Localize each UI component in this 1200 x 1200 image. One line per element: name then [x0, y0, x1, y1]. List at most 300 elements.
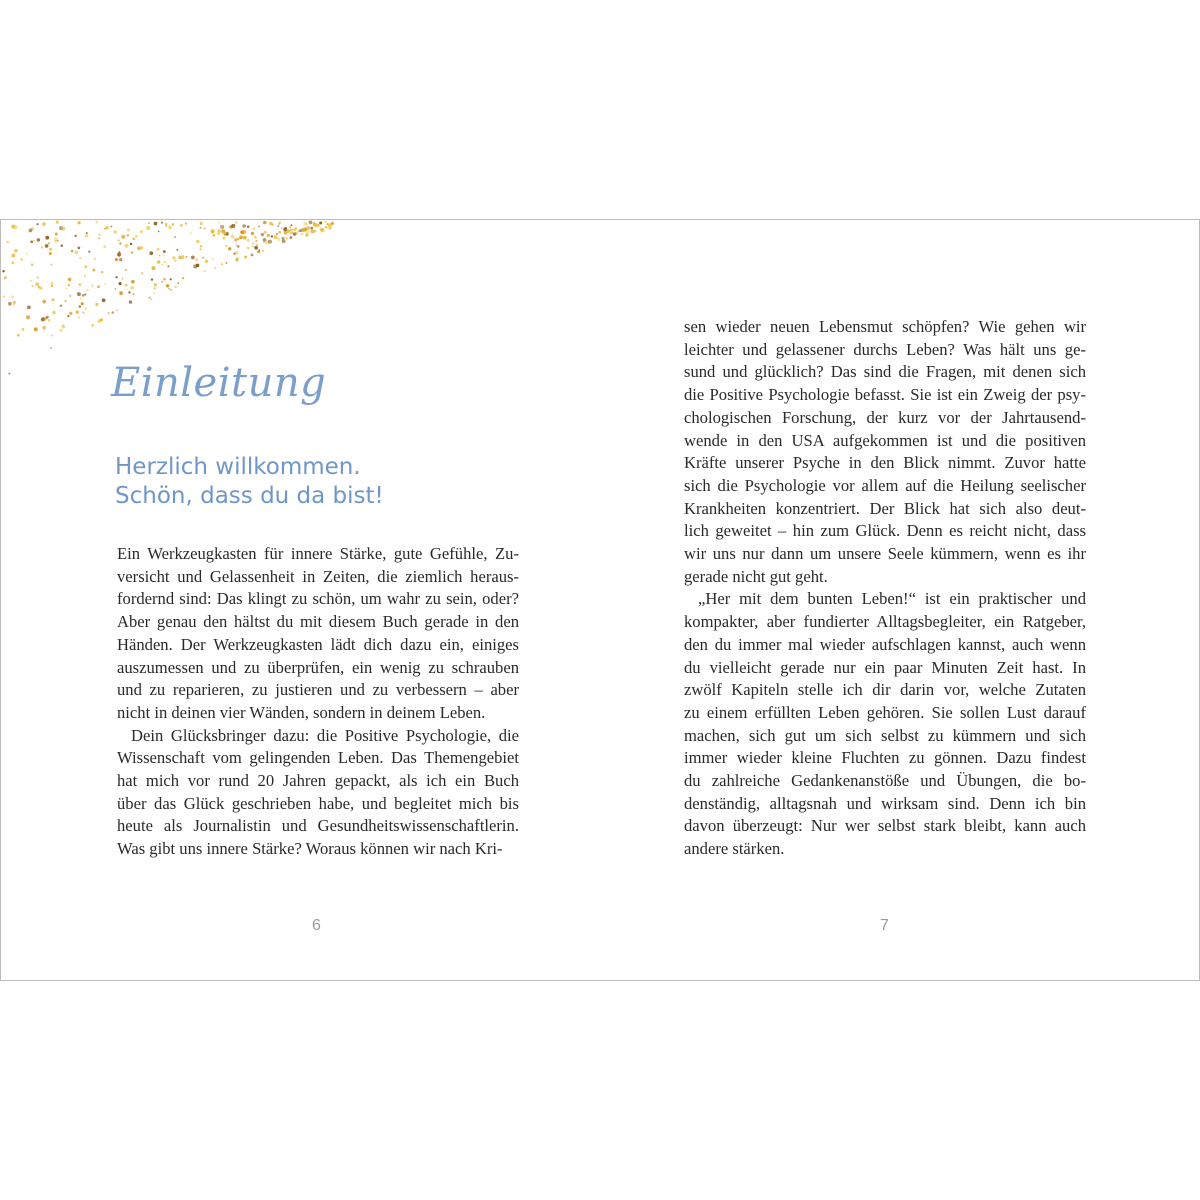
text-line: du zahlreiche Gedankenanstöße und Übungen, die bo- [684, 771, 1086, 791]
confetti-dot [277, 225, 279, 227]
confetti-dot [62, 325, 65, 328]
confetti-dot [247, 247, 249, 249]
confetti-dot [30, 280, 32, 282]
paragraph [684, 588, 1086, 860]
confetti-dot [247, 239, 250, 242]
confetti-dot [165, 223, 168, 226]
confetti-dot [99, 234, 101, 236]
confetti-dot [256, 244, 258, 246]
confetti-dot [64, 300, 66, 302]
text-line: heute als Journalistin und Gesundheitswissenschaftlerin. [117, 816, 519, 836]
confetti-dot [75, 235, 77, 237]
text-line: andere stärken. [684, 839, 785, 859]
confetti-dot [115, 258, 118, 261]
text-line: den du immer mal wieder aufschlagen kannst, auch wenn [684, 634, 1086, 654]
confetti-dot [200, 248, 202, 250]
confetti-dot [213, 234, 216, 237]
confetti-dot [37, 276, 39, 278]
confetti-dot [125, 244, 129, 248]
confetti-dot [225, 245, 227, 247]
text-line: versicht und Gelassenheit in Zeiten, die ziemlich heraus- [117, 566, 519, 586]
confetti-dot [254, 246, 258, 250]
text-line: Dein Glücksbringer dazu: die Positive Psychologie, die [131, 725, 519, 745]
chapter-subtitle [115, 453, 384, 511]
confetti-dot [26, 253, 28, 255]
confetti-dot [309, 221, 313, 225]
confetti-dot [261, 233, 264, 236]
confetti-dot [331, 222, 334, 225]
text-line: und zu reparieren, zu justieren und zu verbessern – aber [117, 680, 519, 700]
confetti-dot [107, 312, 109, 314]
confetti-dot [119, 282, 122, 285]
text-line: denständig, alltagsnah und wirksam sind. Denn ich bin [684, 793, 1086, 813]
confetti-dot [240, 230, 244, 234]
page-number-right: 7 [880, 917, 889, 934]
confetti-dot [225, 262, 227, 264]
confetti-dot [185, 222, 187, 224]
confetti-dot [11, 296, 14, 299]
confetti-dot [111, 311, 114, 314]
confetti-dot [56, 220, 59, 223]
chapter-title: Einleitung [111, 360, 327, 406]
confetti-dot [268, 240, 272, 244]
confetti-dot [66, 288, 68, 290]
text-line: du vielleicht gerade nur ein paar Minuten Zeit hast. In [684, 657, 1086, 677]
confetti-dot [49, 248, 52, 251]
confetti-dot [94, 258, 96, 260]
confetti-dot [149, 297, 151, 299]
text-line: Was gibt uns innere Stärke? Woraus können wir nach Kri- [117, 839, 503, 859]
confetti-dot [203, 227, 205, 229]
confetti-dot [290, 229, 292, 231]
confetti-dot [71, 250, 74, 253]
confetti-dot [41, 246, 43, 248]
confetti-dot [161, 222, 163, 224]
confetti-dot [235, 221, 237, 223]
confetti-dot [251, 245, 254, 248]
text-line: Händen. Der Werkzeugkasten lädt dich dazu ein, einiges [117, 634, 519, 654]
text-line: Krankheiten konzentriert. Der Blick hat sich also deut- [684, 498, 1086, 518]
confetti-dot [290, 231, 293, 234]
confetti-dot [269, 222, 272, 225]
confetti-dot [237, 238, 239, 240]
confetti-dot [13, 304, 15, 306]
left-page-text [117, 543, 519, 861]
paragraph [684, 316, 1086, 588]
confetti-dot [164, 261, 166, 263]
confetti-dot [51, 285, 53, 287]
confetti-dot [291, 224, 293, 226]
confetti-dot [319, 222, 322, 225]
confetti-dot [195, 258, 198, 261]
text-line: nicht in deinen vier Wänden, sondern in deinem Leben. [117, 702, 486, 722]
confetti-dot [254, 236, 257, 239]
confetti-dot [4, 276, 7, 279]
text-line: wir uns nur dann um unsere Seele kümmern, wenn es ihr [684, 544, 1086, 564]
confetti-dot [30, 241, 33, 244]
confetti-dot [292, 229, 294, 231]
confetti-dot [305, 233, 308, 236]
confetti-dot [293, 232, 296, 235]
text-line: leichter und gelassener durchs Leben? Was hält uns ge- [684, 339, 1086, 359]
confetti-dot [13, 301, 16, 304]
confetti-dot [54, 240, 56, 242]
confetti-dot [214, 267, 216, 269]
confetti-dot [191, 255, 195, 259]
confetti-dot [325, 221, 327, 223]
confetti-dot [42, 326, 46, 330]
confetti-dot [295, 227, 297, 229]
confetti-dot [329, 227, 332, 230]
confetti-dot [262, 250, 264, 252]
confetti-dot [297, 230, 299, 232]
confetti-dot [60, 329, 63, 332]
confetti-dot [125, 269, 127, 271]
confetti-dot [130, 243, 132, 245]
confetti-dot [128, 291, 130, 293]
confetti-dot [85, 308, 87, 310]
text-line: davon überzeugt: Nur wer selbst stark bleibt, kann auch [684, 816, 1086, 836]
confetti-dot [114, 230, 117, 233]
confetti-dot [2, 270, 4, 272]
confetti-dot [271, 235, 273, 237]
confetti-dot [17, 334, 20, 337]
confetti-dot [51, 264, 53, 266]
text-line: Kräfte unserer Psyche in den Blick nimmt. Zuvor hatte [684, 453, 1086, 473]
confetti-dot [161, 281, 163, 283]
confetti-dot [95, 221, 98, 224]
confetti-dot [84, 275, 86, 277]
confetti-dot [69, 312, 72, 315]
confetti-dot [163, 254, 165, 256]
confetti-dot [154, 222, 158, 226]
confetti-dot [117, 239, 119, 241]
confetti-dot [50, 347, 52, 349]
confetti-dot [60, 305, 62, 307]
confetti-dot [325, 226, 327, 228]
confetti-dot [131, 251, 133, 253]
subtitle-line: Herzlich willkommen. [115, 454, 361, 480]
confetti-dot [31, 263, 34, 266]
confetti-dot [200, 222, 203, 225]
confetti-dot [131, 280, 135, 284]
confetti-dot [277, 238, 280, 241]
confetti-dot [263, 238, 267, 242]
confetti-dot [211, 229, 215, 233]
confetti-dot [35, 282, 39, 286]
confetti-dot [154, 287, 156, 289]
confetti-dot [218, 222, 220, 224]
confetti-dot [95, 303, 98, 306]
confetti-dot [151, 278, 153, 280]
confetti-dot [276, 233, 278, 235]
confetti-dot [42, 222, 46, 226]
text-line: sich die Psychologie vor allem auf die Heilung seelischer [684, 475, 1086, 495]
confetti-dot [130, 286, 134, 290]
confetti-dot [205, 260, 208, 263]
confetti-dot [163, 250, 166, 253]
confetti-dot [102, 298, 106, 302]
confetti-dot [75, 251, 78, 254]
confetti-dot [3, 295, 6, 298]
confetti-dot [231, 235, 235, 239]
confetti-dot [129, 300, 132, 303]
confetti-dot [174, 286, 176, 288]
confetti-dot [157, 248, 160, 251]
confetti-dot [133, 237, 136, 240]
confetti-dot [92, 269, 95, 272]
confetti-dot [82, 294, 85, 297]
confetti-dot [301, 233, 303, 235]
book-spread [0, 219, 1200, 981]
text-line: über das Glück geschrieben habe, und begleitet mich bis [117, 793, 519, 813]
confetti-dot [14, 249, 18, 253]
confetti-dot [27, 306, 31, 310]
text-line: auszumessen und zu überprüfen, ein wenig zu schrauben [117, 657, 519, 677]
confetti-dot [20, 258, 23, 261]
confetti-dot [111, 226, 113, 228]
confetti-dot [242, 224, 246, 228]
confetti-dot [98, 237, 100, 239]
confetti-dot [153, 292, 155, 294]
confetti-dot [104, 228, 106, 230]
confetti-dot [49, 252, 52, 255]
confetti-dot [286, 237, 288, 239]
confetti-dot [67, 315, 69, 317]
confetti-dot [119, 242, 121, 244]
confetti-dot [11, 254, 15, 258]
confetti-dot [263, 221, 267, 225]
confetti-dot [104, 283, 106, 285]
confetti-dot [97, 285, 100, 288]
confetti-dot [236, 245, 238, 247]
confetti-dot [119, 258, 122, 261]
confetti-dot [37, 238, 40, 241]
confetti-dot [51, 334, 53, 336]
confetti-dot [220, 225, 224, 229]
confetti-dot [13, 225, 17, 229]
confetti-dot [222, 232, 224, 234]
confetti-dot [116, 309, 118, 311]
confetti-dot [159, 255, 161, 257]
confetti-dot [146, 226, 150, 230]
confetti-dot [68, 284, 70, 286]
confetti-dot [264, 231, 267, 234]
confetti-dot [85, 234, 89, 238]
confetti-dot [168, 288, 170, 290]
text-line: „Her mit dem bunten Leben!“ ist ein praktischer und [698, 589, 1086, 609]
confetti-dot [236, 257, 239, 260]
confetti-dot [45, 236, 49, 240]
confetti-dot [92, 285, 94, 287]
confetti-dot [36, 223, 38, 225]
text-line: sen wieder neuen Lebensmut schöpfen? Wie gehen wir [684, 317, 1086, 336]
confetti-dot [114, 288, 116, 290]
confetti-dot [320, 227, 324, 231]
subtitle-line: Schön, dass du da bist! [115, 483, 384, 509]
confetti-dot [77, 221, 80, 224]
confetti-dot [22, 328, 25, 331]
confetti-dot [135, 235, 138, 238]
confetti-dot [33, 240, 35, 242]
confetti-dot [244, 256, 247, 259]
confetti-dot [140, 246, 143, 249]
confetti-dot [240, 236, 243, 239]
confetti-dot [148, 222, 150, 224]
confetti-dot [258, 249, 260, 251]
confetti-dot [251, 253, 254, 256]
text-line: sund und glücklich? Das sind die Fragen, mit denen sich [684, 362, 1086, 382]
confetti-dot [78, 247, 81, 250]
confetti-dot [26, 315, 30, 319]
confetti-dot [121, 235, 125, 239]
confetti-dot [267, 234, 270, 237]
confetti-dot [125, 284, 128, 287]
confetti-dot [252, 242, 254, 244]
confetti-dot [222, 237, 225, 240]
text-line: zu einem erfüllten Leben gehören. Sie sollen Lust darauf [684, 702, 1086, 722]
confetti-dot [8, 302, 12, 306]
confetti-dot [251, 232, 254, 235]
confetti-dot [287, 229, 290, 232]
confetti-dot [233, 253, 235, 255]
text-line: zwölf Kapiteln stelle ich dir darin vor, welche Zutaten [684, 680, 1086, 700]
confetti-dot [200, 245, 203, 248]
confetti-dot [11, 262, 14, 265]
confetti-dot [103, 245, 106, 248]
text-line: hat mich vor rund 20 Jahren gepackt, als ich ein Buch [117, 771, 519, 791]
confetti-dot [150, 298, 152, 300]
confetti-dot [166, 284, 169, 287]
text-line: gerade nicht gut geht. [684, 566, 828, 586]
confetti-dot [247, 225, 249, 227]
paragraph [117, 543, 519, 725]
confetti-dot [174, 236, 176, 238]
text-line: fordernd sind: Das klingt zu schön, um wahr zu sein, oder? [117, 589, 519, 609]
text-line: Wissenschaft vom gelingenden Leben. Das Themengebiet [117, 748, 519, 768]
confetti-dot [80, 297, 82, 299]
confetti-dot [61, 245, 63, 247]
text-line: lich geweitet – hin zum Glück. Denn es reicht nicht, dass [684, 521, 1086, 541]
confetti-dot [200, 227, 202, 229]
confetti-dot [171, 223, 174, 226]
gold-confetti-decoration [1, 220, 341, 380]
confetti-dot [217, 229, 221, 233]
confetti-dot [140, 230, 143, 233]
confetti-dot [117, 253, 121, 257]
confetti-dot [151, 266, 155, 270]
confetti-dot [172, 256, 176, 260]
confetti-dot [88, 251, 90, 253]
confetti-dot [253, 228, 256, 231]
confetti-dot [41, 317, 45, 321]
confetti-dot [127, 229, 130, 232]
confetti-dot [303, 222, 306, 225]
confetti-dot [91, 324, 94, 327]
confetti-dot [61, 226, 65, 230]
confetti-dot [258, 225, 260, 227]
confetti-dot [84, 265, 87, 268]
confetti-dot [158, 231, 160, 233]
confetti-dot [168, 225, 172, 229]
text-line: wende in den USA aufgekommen ist und die positiven [684, 430, 1086, 450]
confetti-dot [79, 257, 81, 259]
confetti-dot [105, 226, 108, 229]
confetti-dot [310, 227, 313, 230]
confetti-dot [224, 232, 227, 235]
confetti-dot [79, 283, 81, 285]
confetti-dot [42, 300, 46, 304]
confetti-dot [76, 311, 79, 314]
confetti-dot [29, 228, 33, 232]
confetti-dot [77, 292, 81, 296]
confetti-dot [163, 278, 166, 281]
confetti-dot [255, 240, 257, 242]
confetti-dot [55, 232, 58, 235]
confetti-dot [313, 223, 317, 227]
confetti-dot [212, 258, 214, 260]
confetti-dot [154, 283, 158, 287]
confetti-dot [98, 319, 102, 323]
text-line: Aber genau den hältst du mit diesem Buch gerade in den [117, 612, 519, 632]
confetti-dot [78, 316, 80, 318]
confetti-dot [196, 264, 199, 267]
confetti-dot [278, 231, 281, 234]
confetti-dot [84, 293, 86, 295]
confetti-dot [311, 230, 315, 234]
text-line: kompakter, aber fundierter Alltagsbegleiter, ein Ratgeber, [684, 612, 1086, 632]
page-number-left: 6 [312, 917, 321, 934]
confetti-dot [141, 272, 143, 274]
confetti-dot [284, 232, 287, 235]
confetti-dot [83, 312, 85, 314]
confetti-dot [235, 251, 239, 255]
confetti-dot [289, 226, 292, 229]
confetti-dot [279, 223, 281, 225]
confetti-dot [304, 227, 308, 231]
confetti-dot [221, 263, 223, 265]
confetti-dot [52, 311, 55, 314]
confetti-dot [81, 302, 84, 305]
confetti-dot [182, 277, 184, 279]
confetti-dot [161, 264, 163, 266]
confetti-dot [132, 293, 134, 295]
text-line: chologischen Forschung, der kurz vor der Jahrtausend- [684, 407, 1086, 427]
confetti-dot [87, 289, 89, 291]
confetti-dot [202, 257, 204, 259]
confetti-dot [86, 232, 88, 234]
confetti-dot [68, 278, 72, 282]
confetti-dot [217, 232, 220, 235]
confetti-dot [282, 239, 286, 243]
confetti-dot [46, 316, 49, 319]
confetti-dot [204, 270, 206, 272]
confetti-dot [196, 240, 199, 243]
confetti-dot [175, 260, 177, 262]
confetti-dot [8, 373, 10, 375]
confetti-dot [101, 271, 103, 273]
confetti-dot [48, 319, 51, 322]
confetti-dot [170, 278, 172, 280]
confetti-dot [243, 236, 247, 240]
confetti-dot [115, 276, 117, 278]
confetti-dot [274, 235, 278, 239]
text-line: immer wieder kleine Fluchten zu gönnen. Dazu findest [684, 748, 1086, 768]
confetti-dot [149, 251, 153, 255]
confetti-dot [281, 227, 283, 229]
confetti-dot [34, 327, 38, 331]
confetti-dot [122, 278, 124, 280]
